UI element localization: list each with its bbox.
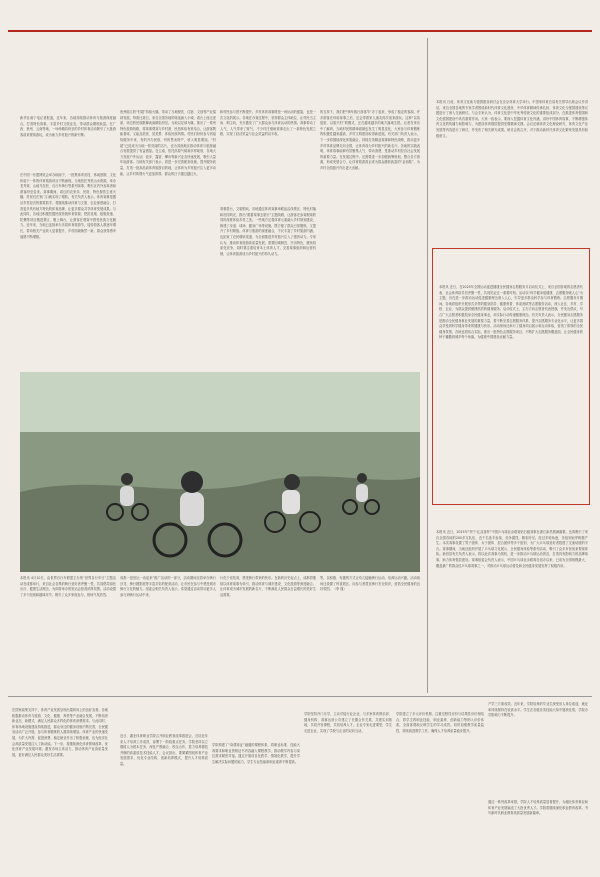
box-body: 本报讯 近日，在2025年全国运动促进健康全民健身志愿服务月启动仪式上，来自全国各地的志愿者代表、社会体育指导员齐聚一堂，共同见证这一重要时刻。活动以“科学健身促健康、志愿服务暖人心”为主题，旨在进一步推动运动促进健康理念深入人心，引导更多群众科学参与体育锻炼。志愿服务月期间，各地将组织开展形式多样的健身指导、健康科普、体质测试等志愿服务活动，深入社区、乡村、学校、企业，为群众提供便捷高效的健身服务。启动仪式上，主办方向志愿者代表授旗，并发出倡议，号召广大志愿者积极投身全民健身事业，用实际行动传递健康理念。有关负责人表示，全民健身志愿服务是推动全民健身事业发展的重要力量，要不断完善志愿服务体系，提升志愿服务专业化水平，让更多群众享受到科学健身带来的健康与快乐。活动现场还举行了健身项目展示和互动体验，营造了浓厚的全民健身氛围。各地也将结合实际，推出一批特色志愿服务项目，不断扩大志愿服务覆盖面，让全民健身的种子播撒到城乡每个角落，为健康中国建设贡献力量。 <box>439 285 583 340</box>
bottom-sidebar-body: 在国家政策支持下，体育产业发展呈现出蓬勃向上的良好态势。各地积极推动体育与旅游、文化、健康、养老等产业融合发展，不断培育新业态、新模式，满足人民群众多样化的体育消费需求。与此同时，体育场地设施建设持续推进，群众身边的健身设施不断完善，全民健身活动广泛开展，参与体育锻炼的人数持续增加。体育产业的快速发展，为扩大内需、促进消费、稳定就业作出了积极贡献，也为经济社会高质量发展注入了新动能。下一步，将继续深化体育领域改革，优化体育产业发展环境，激发市场主体活力，推动体育产业高质量发展，更好满足人民群众美好生活需要。 <box>12 708 108 757</box>
bottom-column-1: 近日，湖北体育职业学院召开职业教育改革推进会，总结近年来人才培养工作成效，部署下一阶段重点任务。学院坚持以立德树人为根本任务，深化产教融合、校企合作，着力培养德技并修的高素质技术技能人才。会议指出，要紧紧围绕体育产业发展需求，优化专业结构，创新培养模式，提升人才培养质量。 <box>120 734 208 766</box>
boxed-story <box>432 248 590 505</box>
bottom-column-4: 学院建立了多元评价机制，注重过程性评价与结果性评价相结合，将学生的职业技能、职业素养、创新能力等纳入评价体系，全面客观地反映学生的学习成效。同时加强教学质量监控，持续改进教学工作，确保人才培养质量稳步提升。 <box>396 712 484 733</box>
photo-story-col-3: 行化于竞技赛，感受骑行带来的快乐。在新的历史起点上，成都将继续以体育赛事为牵引，推动体育与城市建设、文化旅游等深度融合，让体育成为城市发展的新名片，不断满足人民群众日益增长的美好生活需要。 <box>220 576 316 597</box>
bottom-column-3: 学院坚持开门办学，主动对接行业企业，与多家体育俱乐部、健身机构、赛事运营公司建立了长期合作关系，共建实训基地，共同开发课程，共同培养人才。企业专家走进课堂，学生走进企业，实现了学校与企业的双向互动。 <box>304 712 392 733</box>
page-header <box>8 6 592 30</box>
right-bottom-body: 本报讯 近日，2025年“李宁·红双喜杯”中国乒乓球业余联赛钻石级赛事在浙江新昌圆满落幕。比赛吸引了来自全国各地的200多支队伍、近千名选手参赛，竞争激烈，精彩纷呈。经过多轮角逐，各组别冠军相继产生。本次赛事设置了男子团体、女子团体、混合团体等多个组别，为广大乒乓球爱好者搭建了交流切磋的平台。赛事期间，当地还组织开展了乒乓球文化展示、全民健身体验等系列活动，吸引了众多市民前来观赛体验。新昌县有关负责人表示，将以此次赛事为契机，进一步推动乒乓球运动普及，打造具有影响力的品牌赛事，助力体育强县建设。赛事组委会负责人表示，中国乒乓球业余联赛自创办以来，已成为全国规模最大、覆盖最广的群众性乒乓球赛事之一，对推动乒乓球运动普及和全民健身发展发挥了积极作用。 <box>436 530 588 568</box>
lead-column-2: 贵州榕江的“村超”持续火爆，带动了当地餐饮、住宿、文创等产业蓬勃发展。每逢比赛日，来自全国各地的球迷涌入小城，看台上座无虚席，场边的民族歌舞表演精彩纷呈。当地以足球为媒，推出了一系列特色旅游线路，将赛事观赛与乡村游、民俗体验有机结合，让游客既能看球，又能品美食、赏美景、体验民族风情。村民们纷纷参与到接待服务中来，有的开办民宿，有的售卖特产，收入明显增加。“村超”已经成为当地一张亮丽的名片，也为其他地区推动体育与旅游融合发展提供了有益借鉴。在云南，依托高原气候和多样地形，各地大力发展户外运动，徒步、露营、攀岩等新兴业态快速发展，吸引大量年轻游客。当地有关部门表示，将进一步完善配套设施，提升服务质量，打造一批高品质体育旅游目的地，让体育为乡村振兴注入更多动能，让乡村的烟火气更加浓厚，群众的日子越过越红火。 <box>120 110 216 176</box>
right-column-divider <box>427 38 428 693</box>
lead-column-1b: 在中国一东盟博览会举办地南宁，一批集体育竞技、休闲度假、文化体验于一体的体育旅游项目不断涌现。当地依托秀美山水资源，举办龙舟赛、山地马拉松、自行车骑行等系列赛事，吸引区内外参赛者和游客纷至沓来。赛事期间，周边的农家乐、民宿、特色餐饮生意火爆，村民们在家门口就实现了增收。有关负责人表示，体育赛事是激活乡村经济的重要抓手，将继续推动体育与文旅、农业深度融合，打造更多具有地方特色的体育品牌，让更多群众共享体育发展成果。与此同时，各地还积极挖掘民族传统体育资源，把抢花炮、板鞋竞速、陀螺等项目搬进景区、搬上舞台，让游客在观赛中感受民族文化魅力。近年来，当地已连续举办多届体育旅游节，接待游客人数逐年增长，带动相关产业收入显著提升，乡村面貌焕然一新，群众获得感幸福感不断增强。 <box>20 173 116 239</box>
bottom-column-2: 学院构建了“岗课赛证”融通的课程体系，将职业标准、技能大赛要求和职业资格证书内容融入课程教学，推动教学内容与岗位需求紧密对接。通过开展项目化教学、情境化教学，提升学生解决实际问题的能力，学生专业技能和职业素养不断提高。 <box>212 743 300 764</box>
lead-column-3: 和村民参与度不断提升。乡村体育赛事既是一场运动的盛宴，也是一次文化的展示。各地在办赛过程中，坚持群众主体地位，让村民当主角、唱主戏，充分激发了广大群众参与体育运动的热情。赛事带动了人气，人气带来了财气，不少村庄借助赛事走出了一条特色发展之路，实现了经济效益与社会效益的双丰收。 <box>220 110 316 137</box>
cycling-children-image <box>20 372 420 572</box>
bottom-band-rule <box>8 696 592 697</box>
photo-story-col-4: 等，以积极、有趣的方式让幼儿接触骑行运动，培养运动兴趣。活动现场还设置了科普展区，向参与者普及骑行安全知识，营造全民健身的良好氛围。（李 翔） <box>320 576 420 592</box>
lead-column-4: 的支持下，我们把“骑车旅行游客节”办了起来，形成了稳定的客源。许多游客在体验赛事之后，还会带着家人朋友再次前来游玩。这种“以赛促旅、以旅兴村”的模式，正在越来越多的地方落地生根。记者在采访中了解到，当地村民的精神面貌也发生了明显变化，大家参与体育锻炼的积极性越来越高，乡村文明建设取得新进展。有关部门负责人表示，下一步将继续深化体旅融合，持续打造精品赛事和特色线路，推动更多乡村体育品牌走向全国，让体育成为乡村振兴的新名片。各地的实践表明，体育赛事能够有效聚集人气、带动消费，是推动乡村经济社会发展的重要力量。在发展过程中，还需要进一步加强统筹规划，整合各方资源，形成发展合力，让体育旅游真正成为群众增收致富的“金钥匙”，为乡村全面振兴作出更大贡献。 <box>320 110 420 170</box>
bottom-column-5: 产学三方面成效。近年来，学院培养的毕业生深受用人单位欢迎，就业率持续保持在较高水平。学生在各级各类技能大赛中屡获佳绩，学院办学影响力不断提升。 <box>488 702 588 718</box>
lead-column-1: 新华社南宁电记者报道，近年来，各地持续推动体育与旅游深度融合，打造特色赛事，丰富乡村文旅业态，带动群众增收致富。在广西、贵州、云南等地，一场场精彩纷呈的乡村体育活动吸引了大批游客前来观赛游玩，成为助力乡村振兴的新引擎。 <box>20 116 116 137</box>
photo-story-col-2: 成都一是世运一动起来”推广活动的一部分，活动期间还将举办骑行沙龙、骑行摄影展等丰富多彩的配套活动，让市民在参与中感受城市骑行文化的魅力。组委会相关负责人表示，希望通过活动带动更多人参与到骑行运动中来。 <box>120 576 216 597</box>
header-rule <box>8 30 592 32</box>
right-top-body: 本报讯 日前，体育文化助力强国建设研讨会在北京体育大学举行。中国家体育总局有关领导出席会议并讲话，来自全国各地的专家学者围绕新时代体育文化建设、中华体育精神传承弘扬、体育文化与强国建设等议题进行了深入交流研讨。与会专家认为，体育文化是中华优秀传统文化的重要组成部分，在推进体育强国和文化强国建设中具有重要作用。大家一致表示，要深入挖掘体育文化内涵，讲好中国体育故事，不断增强体育文化的传播力和影响力，为建设体育强国提供坚强精神支撑。会议还就体育文化理论研究、体育文化产业发展等内容进行了研讨，并发布了相关研究成果。研讨会的召开，对于推动新时代体育文化繁荣发展具有积极意义。 <box>436 100 588 138</box>
news-photo <box>20 372 420 572</box>
lead-column-3b: 赛事搭台，文旅唱戏。各地通过体育赛事串联起沿线景区、特色村落和田园风光，推出“跟着赛事去旅行”主题线路，让游客在参赛观赛的同时深度体验乡村之美。一些地方还将体育元素融入乡村规划建设，修建了步道、球场、健身广场等设施，既方便了群众日常锻炼，又提升了乡村颜值。体育与旅游的深度融合，不仅丰富了乡村旅游内涵，也拓宽了农民增收渠道，为全面推进乡村振兴注入了强劲动力。专家认为，推动体育旅游高质量发展，需要因地制宜、突出特色，避免同质化竞争，同时要注重培育本土体育人才，完善赛事组织和运营机制，让体育旅游成为乡村振兴的持久动力。 <box>220 207 316 256</box>
bottom-column-5b: 通过一系列改革举措，学院人才培养质量显著提升，为湖北体育事业和体育产业发展输送了大批优秀人才。学院将继续深化职业教育改革，书写新时代职业教育高质量发展新篇章。 <box>488 800 588 816</box>
photo-story-col-1: 本报讯 4月10日，由世界自行车联盟主办的“世界自行车日”主题活动在成都举行，来自社会各界的骑行爱好者齐聚一堂，共同倡导绿色出行、健康生活理念，为即将举办的世运会营造浓厚氛围。活动设置了多个组别和趣味环节，吸引了众多家庭参与，现场气氛热烈。 <box>20 576 116 597</box>
